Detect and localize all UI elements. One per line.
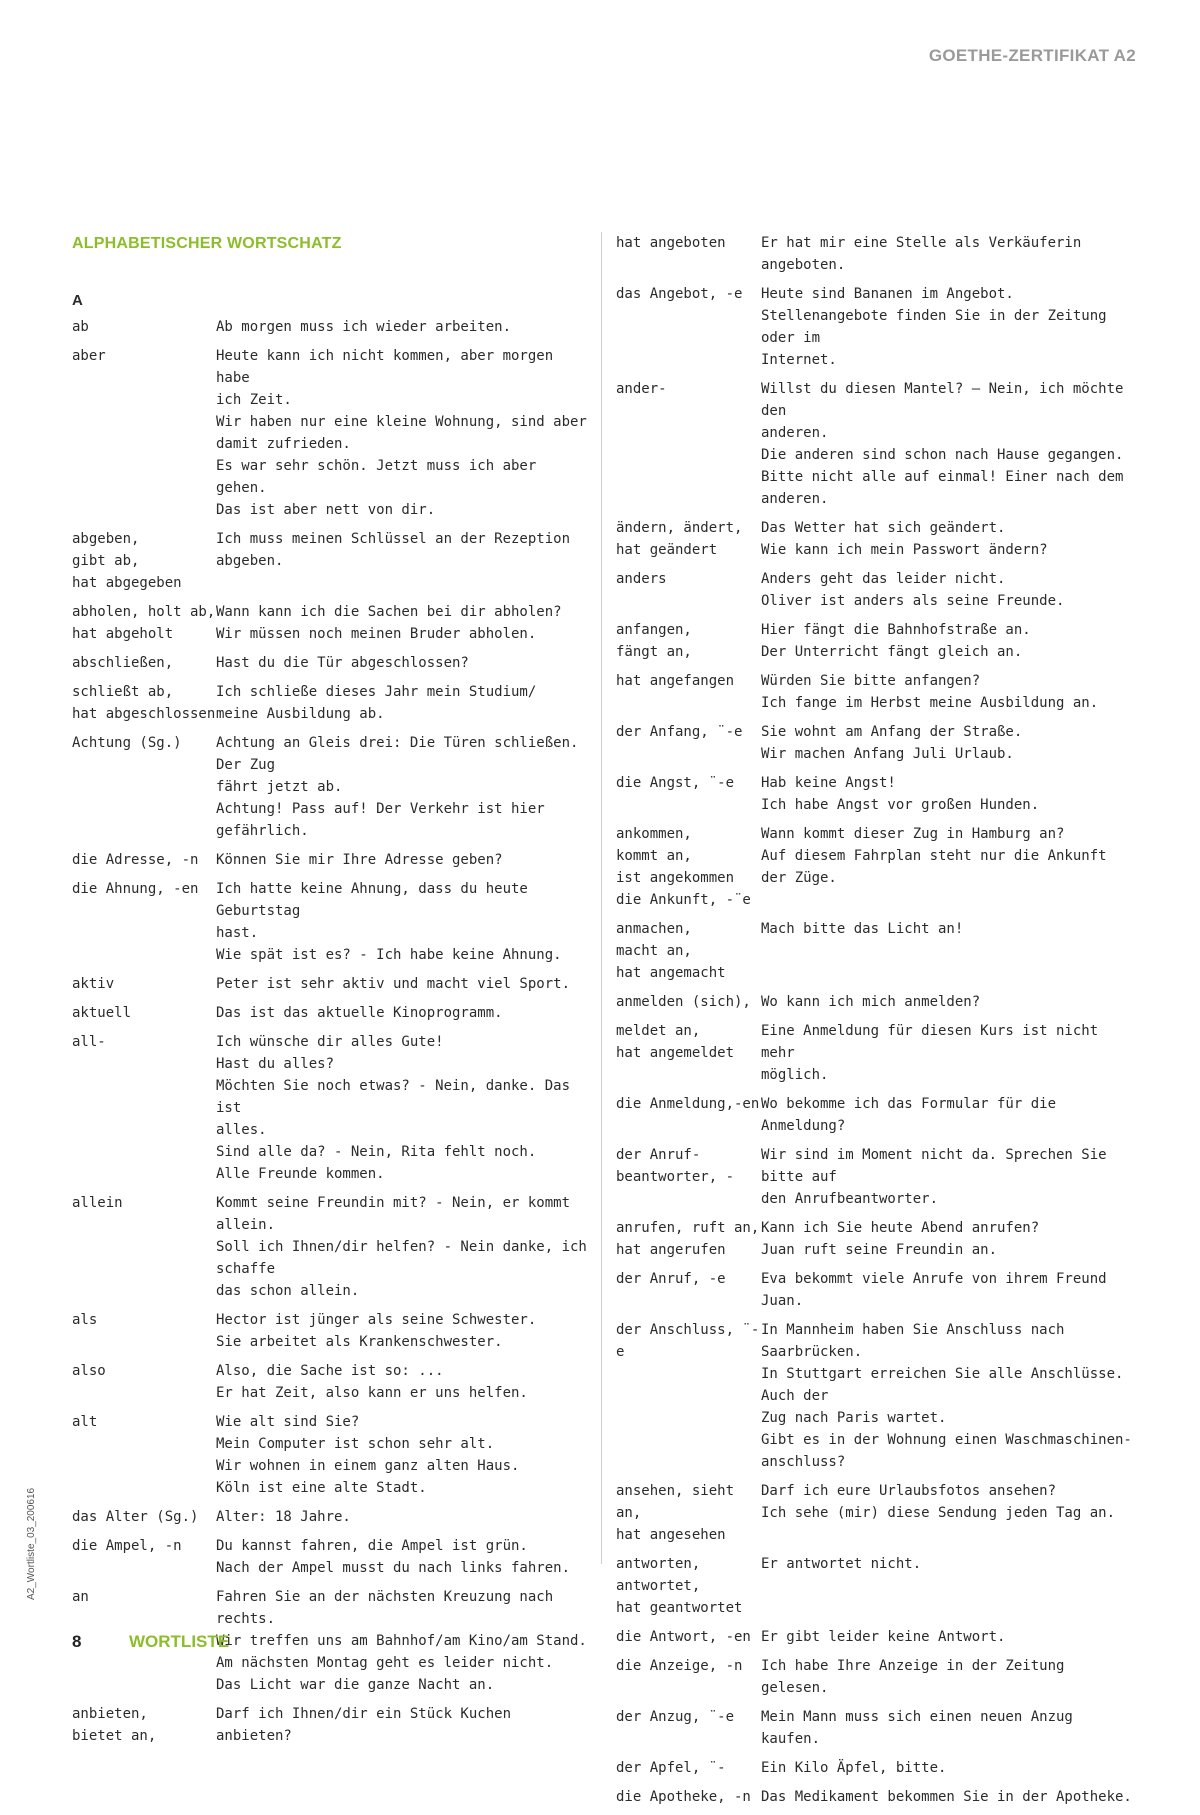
- vocab-entry: [616, 378, 1136, 510]
- vocab-examples: Kommt seine Freundin mit? - Nein, er kommt allein. Soll ich Ihnen/dir helfen? - Nein danke, ich schaffe das schon allein.: [216, 1195, 587, 1299]
- vocab-examples: Das ist das aktuelle Kinoprogramm.: [216, 1005, 503, 1021]
- vocab-examples: Peter ist sehr aktiv und macht viel Sport.: [216, 976, 571, 992]
- vocab-examples: Wo bekomme ich das Formular für die Anmeldung?: [761, 1096, 1057, 1134]
- vocab-examples: Können Sie mir Ihre Adresse geben?: [216, 852, 503, 868]
- vocab-entry: [616, 1626, 1136, 1648]
- vocab-examples: Eva bekommt viele Anrufe von ihrem Freund Juan.: [761, 1271, 1107, 1309]
- vocab-term: hat angeboten: [616, 235, 726, 251]
- vocab-examples: Achtung an Gleis drei: Die Türen schließen. Der Zug fährt jetzt ab. Achtung! Pass auf! Der Verkehr ist hier gefährlich.: [216, 735, 579, 839]
- vocab-entry: [616, 1217, 1136, 1261]
- vocab-term: ändern, ändert, hat geändert: [616, 520, 743, 558]
- vocab-term: aber: [72, 348, 106, 364]
- vocab-term: all-: [72, 1034, 106, 1050]
- vocab-examples: Das Medikament bekommen Sie in der Apotheke.: [761, 1789, 1132, 1805]
- vocab-term: meldet an, hat angemeldet: [616, 1023, 735, 1061]
- vocab-term: die Ahnung, -en: [72, 881, 199, 897]
- vocab-term: der Anschluss, ¨-e: [616, 1322, 760, 1360]
- vocab-entry: [616, 619, 1136, 663]
- vocab-term: der Anruf, -e: [616, 1271, 726, 1287]
- vocab-entry: [616, 1480, 1136, 1546]
- vocab-term: aktiv: [72, 976, 115, 992]
- vocab-entry: [72, 1703, 588, 1747]
- vocab-examples: Er antwortet nicht.: [761, 1556, 922, 1572]
- vocab-entry: [616, 1706, 1136, 1750]
- footer-label: WORTLISTE: [129, 1632, 230, 1651]
- vocab-examples: In Mannheim haben Sie Anschluss nach Saarbrücken. In Stuttgart erreichen Sie alle Anschlüsse. Auch der Zug nach Paris wartet. Gibt es in der Wohnung einen Waschmaschinen- anschluss?: [761, 1322, 1132, 1470]
- vocab-examples: Alter: 18 Jahre.: [216, 1509, 351, 1525]
- vocab-entry: [616, 568, 1136, 612]
- vocab-entry: [616, 517, 1136, 561]
- vocab-term: abgeben, gibt ab, hat abgegeben: [72, 531, 182, 591]
- vocab-term: das Angebot, -e: [616, 286, 743, 302]
- vocab-entry: [72, 878, 588, 966]
- vocab-entry: [616, 1144, 1136, 1210]
- vocab-examples: Er hat mir eine Stelle als Verkäuferin angeboten.: [761, 235, 1082, 273]
- vocab-entry: [616, 1020, 1136, 1086]
- column-divider: [601, 232, 602, 1564]
- vocab-examples: Würden Sie bitte anfangen? Ich fange im Herbst meine Ausbildung an.: [761, 673, 1099, 711]
- vocab-term: anfangen, fängt an,: [616, 622, 692, 660]
- vocab-entry: [72, 1031, 588, 1185]
- vocab-entry: [616, 1553, 1136, 1619]
- vocab-examples: Also, die Sache ist so: ... Er hat Zeit, also kann er uns helfen.: [216, 1363, 528, 1401]
- vocab-entry: [72, 1535, 588, 1579]
- vocab-examples: Hast du die Tür abgeschlossen?: [216, 655, 469, 671]
- vocab-examples: Ab morgen muss ich wieder arbeiten.: [216, 319, 512, 335]
- vocab-term: ankommen, kommt an, ist angekommen die Ankunft, -¨e: [616, 826, 751, 908]
- vocab-term: als: [72, 1312, 98, 1328]
- vocab-examples: Fahren Sie an der nächsten Kreuzung nach rechts. Wir treffen uns am Bahnhof/am Kino/am Stand. Am nächsten Montag geht es leider nicht. Das Licht war die ganze Nacht an.: [216, 1589, 587, 1693]
- vocab-examples: Mach bitte das Licht an!: [761, 921, 964, 937]
- vocab-examples: Heute kann ich nicht kommen, aber morgen habe ich Zeit. Wir haben nur eine kleine Wohnung, sind aber damit zufrieden. Es war sehr schön. Jetzt muss ich aber gehen. Das ist aber nett von dir.: [216, 348, 587, 518]
- left-column: [72, 316, 588, 1754]
- vocab-entry: [616, 918, 1136, 984]
- vocab-term: abholen, holt ab, hat abgeholt: [72, 604, 216, 642]
- page-number: 8: [72, 1632, 82, 1651]
- vocab-term: der Anzug, ¨-e: [616, 1709, 735, 1725]
- vocab-examples: Ich muss meinen Schlüssel an der Rezeption abgeben.: [216, 531, 571, 569]
- vocab-entry: [72, 1002, 588, 1024]
- vocab-term: die Adresse, -n: [72, 852, 199, 868]
- vocab-examples: Wann kann ich die Sachen bei dir abholen? Wir müssen noch meinen Bruder abholen.: [216, 604, 562, 642]
- vocab-examples: Hier fängt die Bahnhofstraße an. Der Unterricht fängt gleich an.: [761, 622, 1031, 660]
- vocab-examples: Mein Mann muss sich einen neuen Anzug kaufen.: [761, 1709, 1073, 1747]
- vocab-examples: Anders geht das leider nicht. Oliver ist anders als seine Freunde.: [761, 571, 1065, 609]
- vocab-term: die Angst, ¨-e: [616, 775, 735, 791]
- vocab-examples: Wann kommt dieser Zug in Hamburg an? Auf diesem Fahrplan steht nur die Ankunft der Züge.: [761, 826, 1107, 886]
- vocab-entry: [616, 1319, 1136, 1473]
- vocab-entry: [72, 849, 588, 871]
- vocab-examples: Wo kann ich mich anmelden?: [761, 994, 981, 1010]
- vocab-entry: [72, 1309, 588, 1353]
- vocab-term: allein: [72, 1195, 123, 1211]
- vocab-entry: [616, 1757, 1136, 1779]
- vocab-entry: [72, 1192, 588, 1302]
- vocab-entry: [72, 732, 588, 842]
- vocab-term: die Ampel, -n: [72, 1538, 182, 1554]
- vocab-examples: Hector ist jünger als seine Schwester. Sie arbeitet als Krankenschwester.: [216, 1312, 537, 1350]
- vocab-term: schließt ab, hat abgeschlossen: [72, 684, 216, 722]
- vocab-entry: [72, 1506, 588, 1528]
- vocab-term: Achtung (Sg.): [72, 735, 182, 751]
- vocab-term: abschließen,: [72, 655, 174, 671]
- vocab-term: anders: [616, 571, 667, 587]
- vocab-term: das Alter (Sg.): [72, 1509, 199, 1525]
- vocab-term: anbieten, bietet an,: [72, 1706, 157, 1744]
- vocab-entry: [616, 232, 1136, 276]
- vocab-entry: [72, 528, 588, 594]
- vocab-term: ab: [72, 319, 89, 335]
- vocab-examples: Ich schließe dieses Jahr mein Studium/ meine Ausbildung ab.: [216, 684, 537, 722]
- vocab-term: anmachen, macht an, hat angemacht: [616, 921, 726, 981]
- vocab-entry: [72, 601, 588, 645]
- vocab-entry: [616, 670, 1136, 714]
- side-document-code: A2_Wortliste_03_200616: [26, 1487, 37, 1600]
- vocab-examples: Heute sind Bananen im Angebot. Stellenangebote finden Sie in der Zeitung oder im Internet.: [761, 286, 1107, 368]
- vocab-entry: [616, 823, 1136, 911]
- vocab-term: die Apotheke, -n: [616, 1789, 751, 1805]
- vocab-examples: Eine Anmeldung für diesen Kurs ist nicht mehr möglich.: [761, 1023, 1099, 1083]
- vocab-term: die Anmeldung,-en: [616, 1096, 760, 1112]
- vocab-term: ansehen, sieht an, hat angesehen: [616, 1483, 735, 1543]
- vocab-examples: Wir sind im Moment nicht da. Sprechen Sie bitte auf den Anrufbeantworter.: [761, 1147, 1107, 1207]
- vocab-term: alt: [72, 1414, 98, 1430]
- vocab-examples: Willst du diesen Mantel? – Nein, ich möchte den anderen. Die anderen sind schon nach Hause gegangen. Bitte nicht alle auf einmal! Einer nach dem anderen.: [761, 381, 1124, 507]
- vocab-term: anmelden (sich),: [616, 994, 751, 1010]
- vocab-entry: [616, 1655, 1136, 1699]
- vocab-term: der Anruf- beantworter, -: [616, 1147, 735, 1185]
- vocab-term: antworten, antwortet, hat geantwortet: [616, 1556, 743, 1616]
- vocab-entry: [72, 1360, 588, 1404]
- vocab-term: der Apfel, ¨-: [616, 1760, 726, 1776]
- vocab-entry: [72, 1411, 588, 1499]
- vocab-examples: Sie wohnt am Anfang der Straße. Wir machen Anfang Juli Urlaub.: [761, 724, 1023, 762]
- vocab-examples: Er gibt leider keine Antwort.: [761, 1629, 1006, 1645]
- vocab-examples: Ich wünsche dir alles Gute! Hast du alles? Möchten Sie noch etwas? - Nein, danke. Das ist alles. Sind alle da? - Nein, Rita fehlt noch. Alle Freunde kommen.: [216, 1034, 571, 1182]
- vocab-entry: [616, 991, 1136, 1013]
- vocab-term: die Antwort, -en: [616, 1629, 751, 1645]
- vocab-entry: [616, 1268, 1136, 1312]
- header-title: GOETHE-ZERTIFIKAT A2: [928, 46, 1136, 65]
- vocab-term: also: [72, 1363, 106, 1379]
- vocab-examples: Wie alt sind Sie? Mein Computer ist schon sehr alt. Wir wohnen in einem ganz alten Haus. Köln ist eine alte Stadt.: [216, 1414, 520, 1496]
- vocab-entry: [616, 1786, 1136, 1808]
- vocab-entry: [72, 345, 588, 521]
- vocab-examples: Darf ich Ihnen/dir ein Stück Kuchen anbieten?: [216, 1706, 512, 1744]
- vocab-term: an: [72, 1589, 89, 1605]
- vocab-entry: [616, 721, 1136, 765]
- section-letter: A: [72, 292, 83, 309]
- vocab-entry: [72, 973, 588, 995]
- vocab-term: aktuell: [72, 1005, 132, 1021]
- vocab-term: hat angefangen: [616, 673, 735, 689]
- vocab-entry: [616, 283, 1136, 371]
- vocab-examples: Du kannst fahren, die Ampel ist grün. Nach der Ampel musst du nach links fahren.: [216, 1538, 571, 1576]
- section-title: ALPHABETISCHER WORTSCHATZ: [72, 235, 342, 252]
- vocab-term: anrufen, ruft an, hat angerufen: [616, 1220, 760, 1258]
- vocab-examples: Das Wetter hat sich geändert. Wie kann ich mein Passwort ändern?: [761, 520, 1048, 558]
- vocab-entry: [72, 681, 588, 725]
- vocab-term: ander-: [616, 381, 667, 397]
- right-column: [616, 232, 1136, 1815]
- vocab-examples: Ein Kilo Äpfel, bitte.: [761, 1760, 947, 1776]
- vocab-examples: Ich habe Ihre Anzeige in der Zeitung gelesen.: [761, 1658, 1065, 1696]
- vocab-term: die Anzeige, -n: [616, 1658, 743, 1674]
- vocab-entry: [616, 1093, 1136, 1137]
- vocab-entry: [72, 652, 588, 674]
- vocab-examples: Kann ich Sie heute Abend anrufen? Juan ruft seine Freundin an.: [761, 1220, 1040, 1258]
- vocab-examples: Ich hatte keine Ahnung, dass du heute Geburtstag hast. Wie spät ist es? - Ich habe keine Ahnung.: [216, 881, 562, 963]
- vocab-entry: [72, 316, 588, 338]
- vocab-examples: Darf ich eure Urlaubsfotos ansehen? Ich sehe (mir) diese Sendung jeden Tag an.: [761, 1483, 1116, 1521]
- vocab-term: der Anfang, ¨-e: [616, 724, 743, 740]
- vocab-examples: Hab keine Angst! Ich habe Angst vor großen Hunden.: [761, 775, 1040, 813]
- vocab-entry: [616, 772, 1136, 816]
